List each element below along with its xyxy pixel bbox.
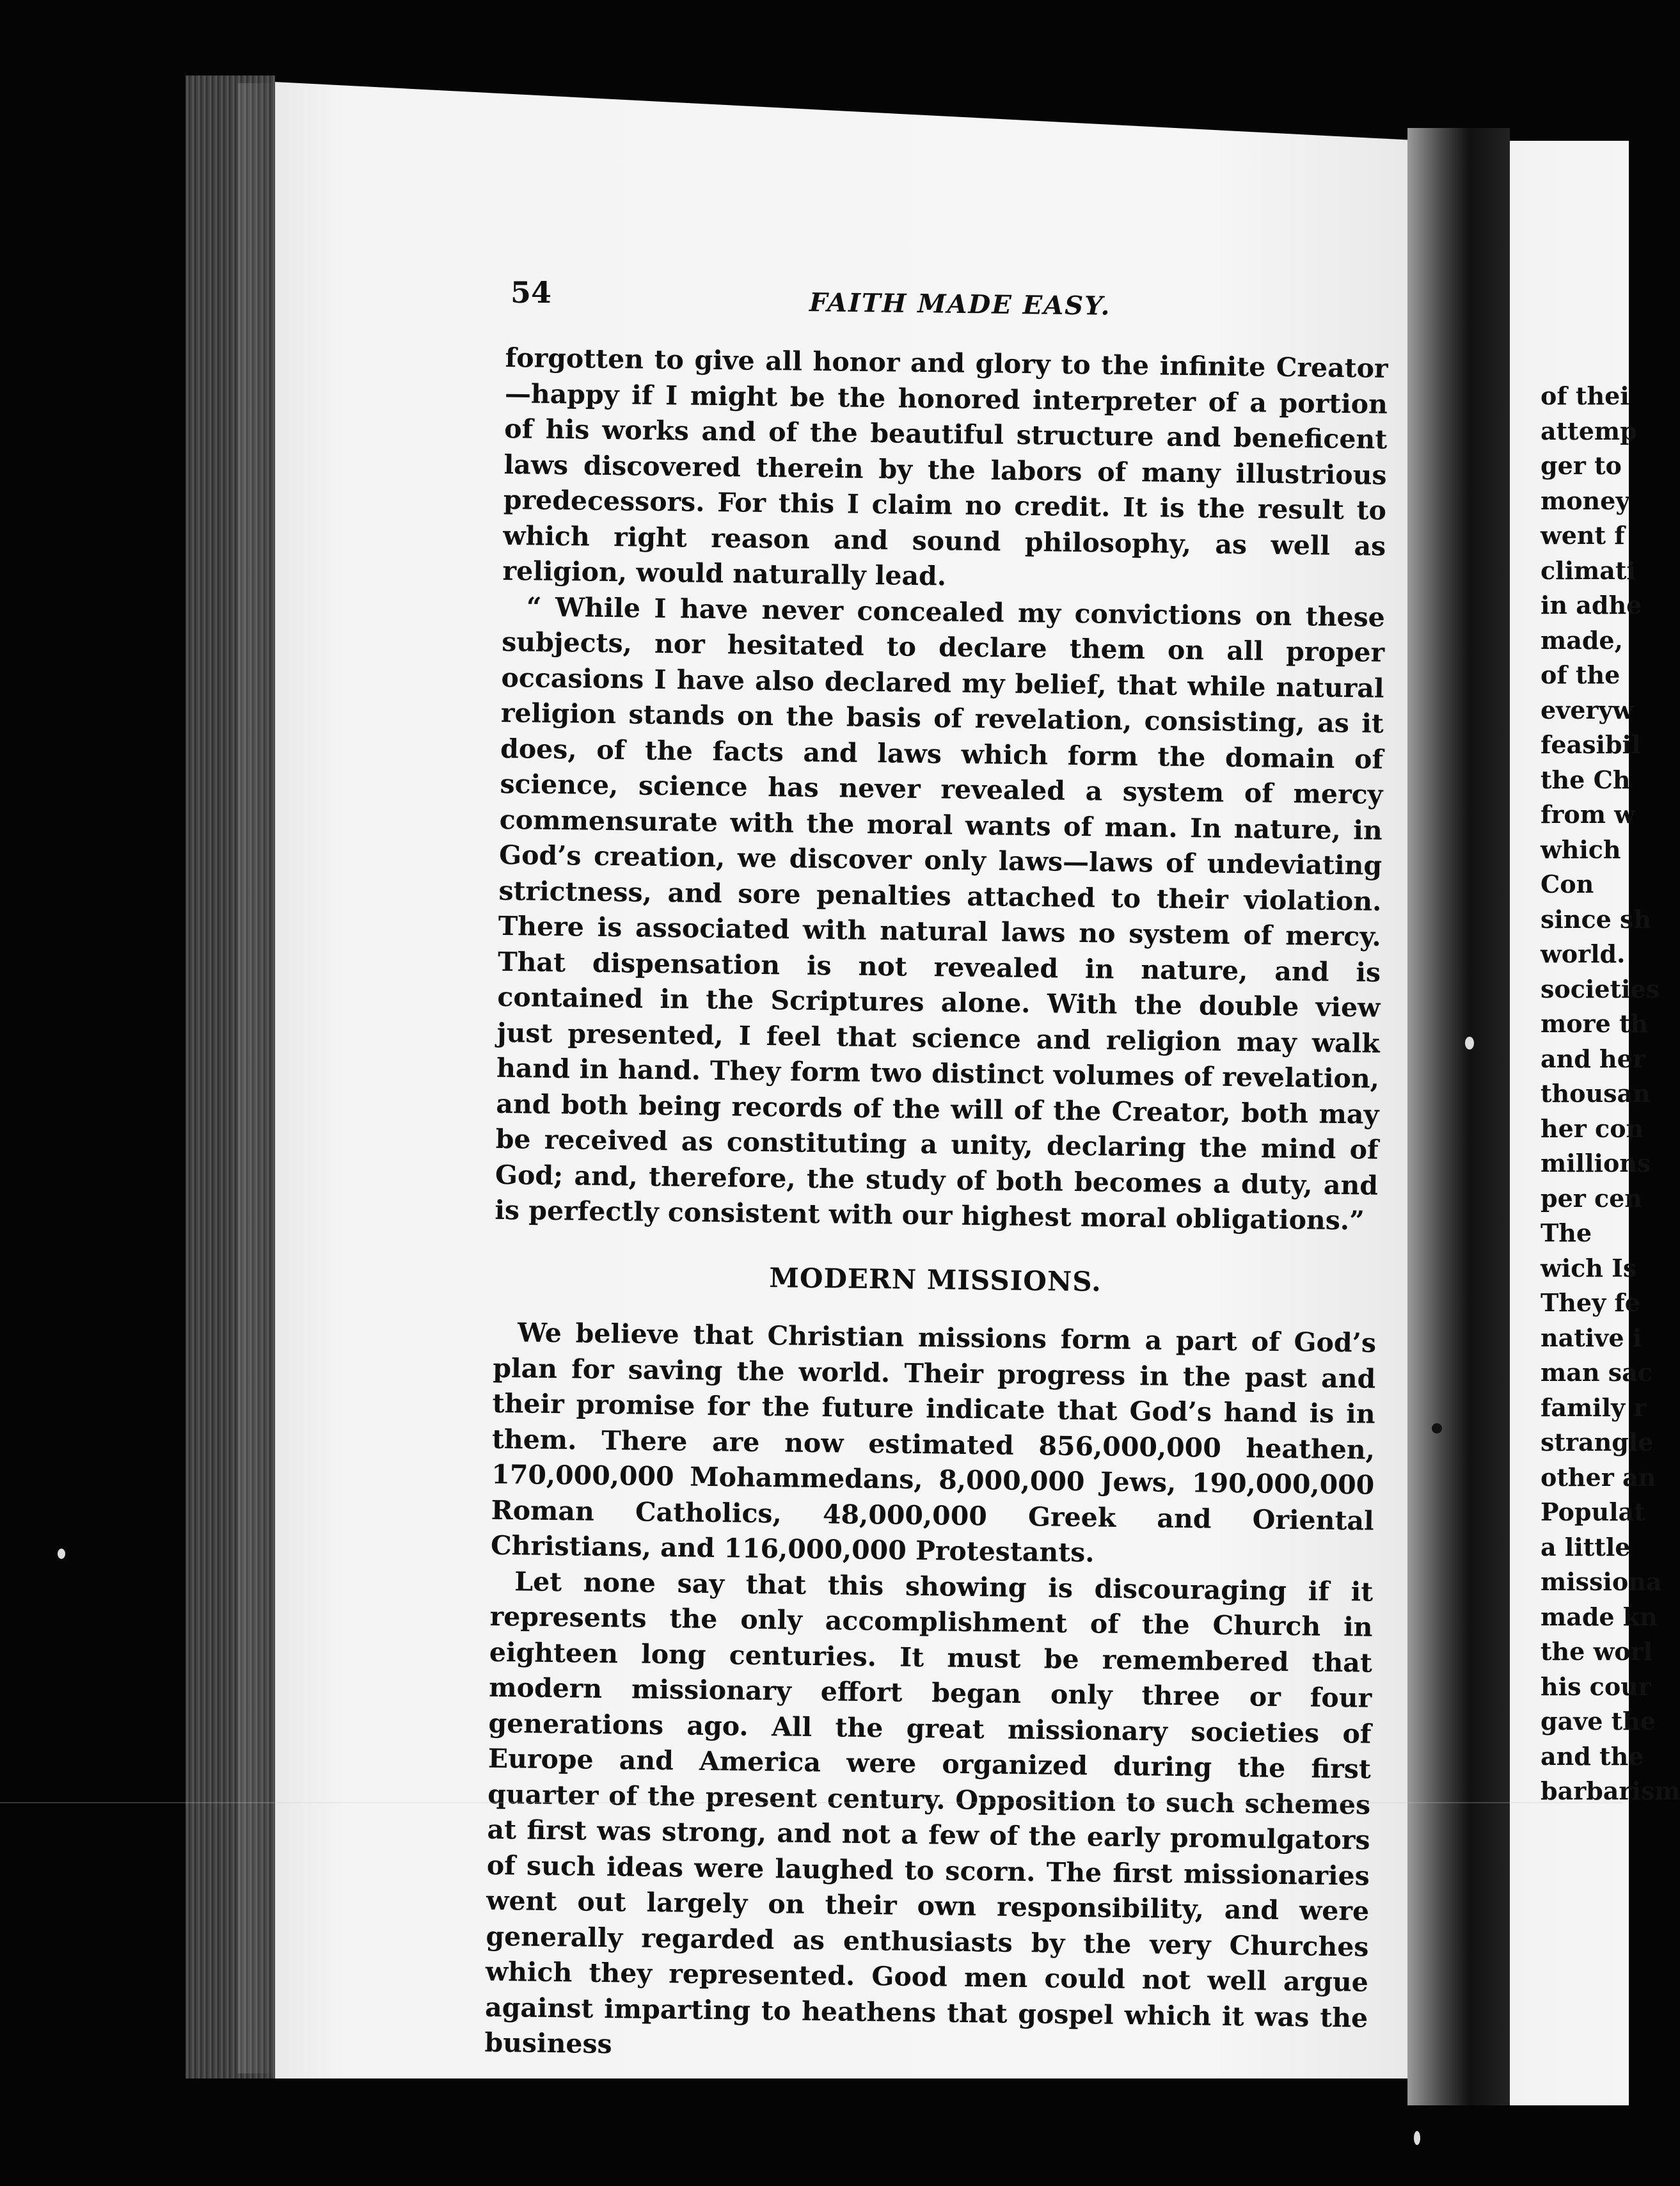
paragraph-missions-history: Let none say that this showing is discouraging if it represents the only accomplishment of the Church in eighteen long centuries. It must be remembered that modern missionary effort began only three or four generations ago. All the great missionary societies of Europe and America were organized during the first quarter of the present century. Opposition to such schemes at first was strong, and not a few of the early promulgators of such ideas were laughed to scorn. The first missionaries went out largely on their own responsibility, and were generally regarded as enthusiasts by the very Churches which they represented. Good men could not well argue against imparting to heathens that gospel which it was the business [484, 1565, 1374, 2060]
paragraph-quotation: “ While I have never concealed my convictions on these subjects, nor hesitated to declare them on all proper occasions I have also declared my belief, that while natural religion stands on the basis of revelation, consisting, as it does, of the facts and laws which form the domain of science, science has never revealed a system of mercy commensurate with the moral wants of man. In nature, in God’s creation, we discover only laws—laws of undeviating strictness, and sore penalties attached to their violation. There is associated with natural laws no system of mercy. That dispensation is not revealed in nature, and is contained in the Scriptures alone. With the double view just presented, I feel that science and religion may walk hand in hand. They form two distinct volumes of revelation, and both being records of the will of the Creator, both may be received as constituting a unity, declaring the mind of God; and, therefore, the study of both becomes a duty, and is perfectly consistent with our highest moral obligations.” [495, 591, 1386, 1236]
facing-page-line: man sac [1541, 1358, 1652, 1387]
facing-page-line: societies [1541, 974, 1660, 1003]
facing-page-line: wich Is [1541, 1253, 1637, 1282]
facing-page-line: from w [1541, 800, 1635, 829]
facing-page-line: world. [1541, 939, 1626, 968]
facing-page-line: and her [1541, 1044, 1645, 1073]
facing-page-line: They fe [1541, 1288, 1640, 1317]
page-number: 54 [511, 275, 552, 310]
facing-page-line: the worl [1541, 1637, 1653, 1666]
running-head: FAITH MADE EASY. [809, 287, 1111, 321]
scan-speck [58, 1549, 65, 1559]
facing-page-line: made, [1541, 625, 1623, 655]
facing-page-line: and the [1541, 1741, 1644, 1771]
facing-page-line: Populat [1541, 1497, 1645, 1526]
facing-page-line: the Ch [1541, 765, 1631, 794]
facing-page-line: since sh [1541, 904, 1652, 934]
facing-page-line: of the [1541, 660, 1621, 689]
facing-page-line: family r [1541, 1392, 1647, 1422]
facing-page-line: in adhe [1541, 591, 1642, 619]
facing-page-line: more th [1541, 1009, 1649, 1038]
facing-page-text [1541, 379, 1680, 1809]
facing-page-line: climati [1541, 555, 1636, 585]
facing-page-line: her con [1541, 1113, 1644, 1143]
facing-page-line: a little [1541, 1532, 1631, 1561]
facing-page-line: thousan [1541, 1079, 1651, 1108]
facing-page-line: barbarism [1541, 1776, 1680, 1805]
facing-page-line: The [1541, 1218, 1592, 1247]
facing-page-line: per cen [1541, 1183, 1642, 1213]
facing-page-line: ger to [1541, 451, 1622, 480]
facing-page-line: everyw [1541, 695, 1634, 724]
facing-page-line: feasibil [1541, 730, 1641, 759]
facing-page-line: made kn [1541, 1602, 1658, 1631]
facing-page-line: of thei [1541, 381, 1629, 410]
facing-page-line: Con [1541, 870, 1594, 898]
scan-speck [1432, 1423, 1442, 1433]
scan-speck [1414, 2131, 1420, 2145]
facing-page-line: his cour [1541, 1671, 1651, 1701]
facing-page-line: went f [1541, 521, 1625, 550]
facing-page-line: attemp [1541, 416, 1637, 445]
scan-artifact-line [0, 1802, 1622, 1803]
book-gutter [1407, 128, 1510, 2105]
paragraph-missions-statistics: We believe that Christian missions form a part of God’s plan for saving the world. Their progress in the past and their promise for the future indicate that God’s hand is in them. There are now estimated 856,000,000 heathen, 170,000,000 Mohammedans, 8,000,000 Jews, 190,000,000 Roman Catholics, 48,000,000 Greek and Oriental Christians, and 116,000,000 Protestants. [490, 1317, 1377, 1568]
page-body [484, 340, 1388, 2071]
facing-page-line: millions [1541, 1149, 1651, 1177]
facing-page-line: gave the [1541, 1707, 1656, 1735]
facing-page-line: missiona [1541, 1567, 1662, 1596]
facing-page-line: strangle [1541, 1428, 1654, 1456]
facing-page-line: money [1541, 486, 1630, 515]
facing-page-line: other an [1541, 1462, 1656, 1492]
section-heading: MODERN MISSIONS. [769, 1261, 1102, 1297]
paragraph-quote-ending: forgotten to give all honor and glory to the infinite Creator—happy if I might be the honored interpreter of a portion of his works and of the beautiful structure and beneficent laws discovered therein by the labors of many illustrious predecessors. For this I claim no credit. It is the result to which right reason and sound philosophy, as well as religion, would naturally lead. [502, 342, 1388, 592]
scan-speck [1465, 1037, 1474, 1049]
facing-page-line: which [1541, 834, 1621, 864]
facing-page-line: native i [1541, 1323, 1642, 1352]
page-edge-highlight [238, 83, 276, 2073]
